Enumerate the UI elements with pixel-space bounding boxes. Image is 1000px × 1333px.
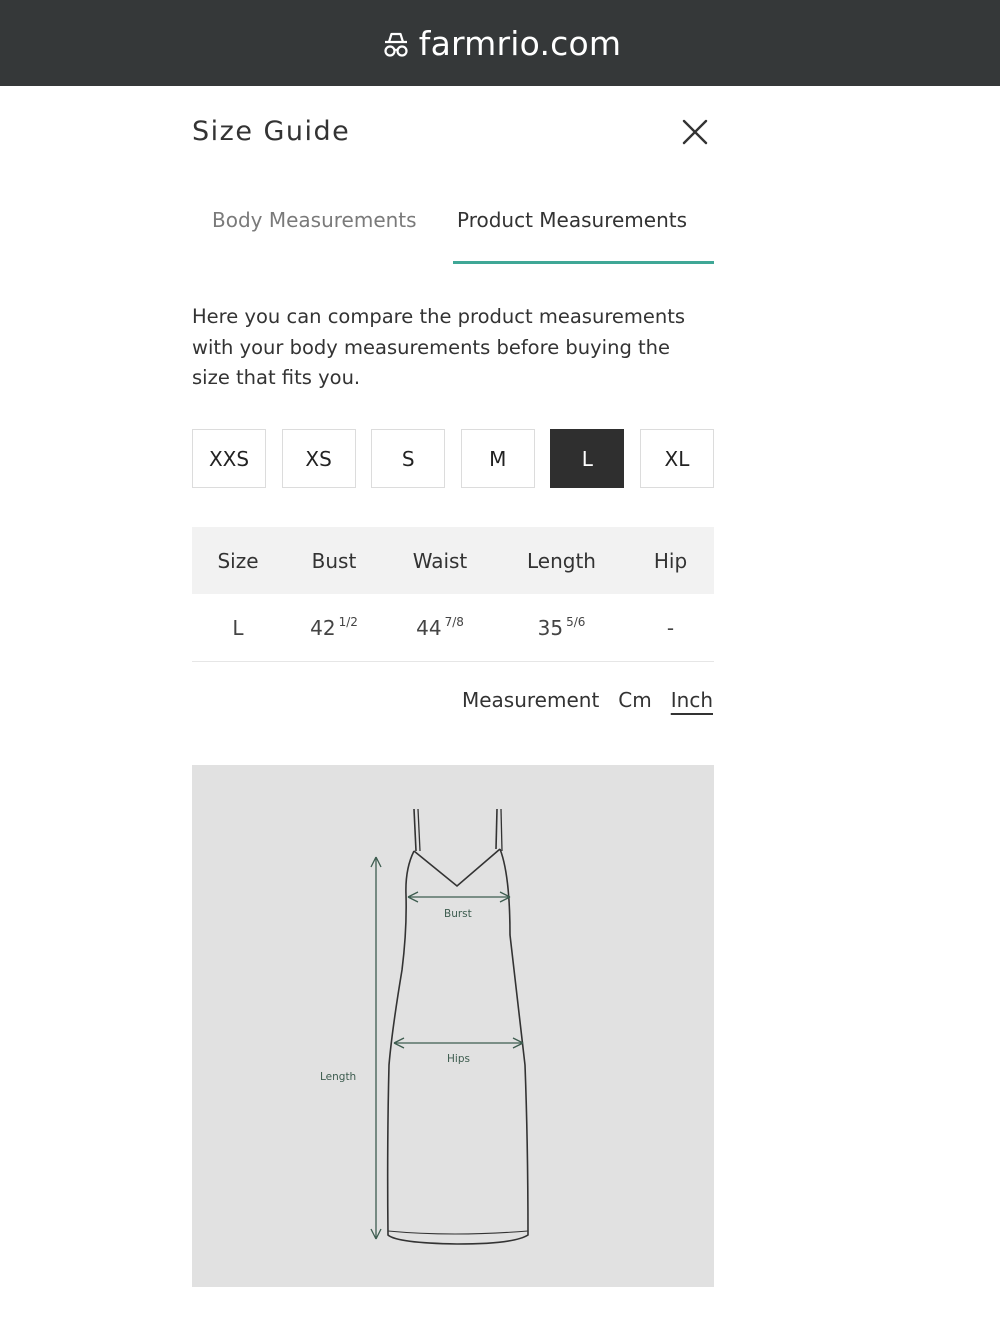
modal-title: Size Guide — [192, 116, 351, 147]
size-option-xl[interactable]: XL — [640, 429, 714, 488]
intro-text: Here you can compare the product measurements with your body measurements before buying the size that fits you. — [192, 305, 686, 389]
cell-bust-fraction: 1/2 — [338, 615, 358, 629]
table-header — [192, 527, 714, 594]
measurement-table — [192, 527, 714, 662]
size-option-xs[interactable]: XS — [282, 429, 356, 488]
header-length: Length — [527, 548, 596, 573]
dress-diagram — [192, 765, 714, 1287]
cell-bust — [284, 615, 384, 640]
unit-toggle — [462, 688, 713, 712]
tab-body-measurements[interactable]: Body Measurements — [212, 208, 417, 232]
table-row — [192, 594, 714, 662]
size-option-m[interactable]: M — [461, 429, 535, 488]
unit-option-inch[interactable]: Inch — [670, 688, 713, 712]
cell-length-fraction: 5/6 — [566, 615, 586, 629]
cell-length — [496, 615, 627, 640]
active-tab-indicator — [453, 261, 714, 264]
cell-waist — [384, 615, 496, 640]
size-option-xxs[interactable]: XXS — [192, 429, 266, 488]
header-size: Size — [217, 548, 259, 573]
diagram-label-hips: Hips — [447, 1053, 470, 1065]
tab-product-measurements[interactable]: Product Measurements — [457, 208, 688, 232]
cell-waist-fraction: 7/8 — [444, 615, 464, 629]
close-icon[interactable] — [680, 117, 710, 147]
cell-size: L — [232, 615, 244, 640]
unit-option-cm[interactable]: Cm — [618, 688, 652, 712]
header-hip: Hip — [653, 548, 688, 573]
browser-address-bar — [0, 0, 1000, 86]
unit-label: Measurement — [461, 688, 600, 712]
header-waist: Waist — [412, 548, 468, 573]
incognito-icon — [379, 28, 413, 62]
size-selector — [192, 429, 714, 491]
diagram-label-length: Length — [320, 1071, 357, 1083]
cell-length-whole: 35 — [537, 616, 564, 640]
cell-hip: - — [666, 615, 675, 640]
cell-waist-whole: 44 — [416, 616, 442, 640]
cell-bust-whole: 42 — [310, 616, 336, 640]
diagram-label-bust: Burst — [444, 908, 472, 920]
dress-illustration — [192, 765, 714, 1287]
size-option-l[interactable]: L — [550, 429, 624, 488]
browser-domain[interactable]: farmrio.com — [418, 23, 622, 63]
size-option-s[interactable]: S — [371, 429, 445, 488]
header-bust: Bust — [311, 548, 357, 573]
